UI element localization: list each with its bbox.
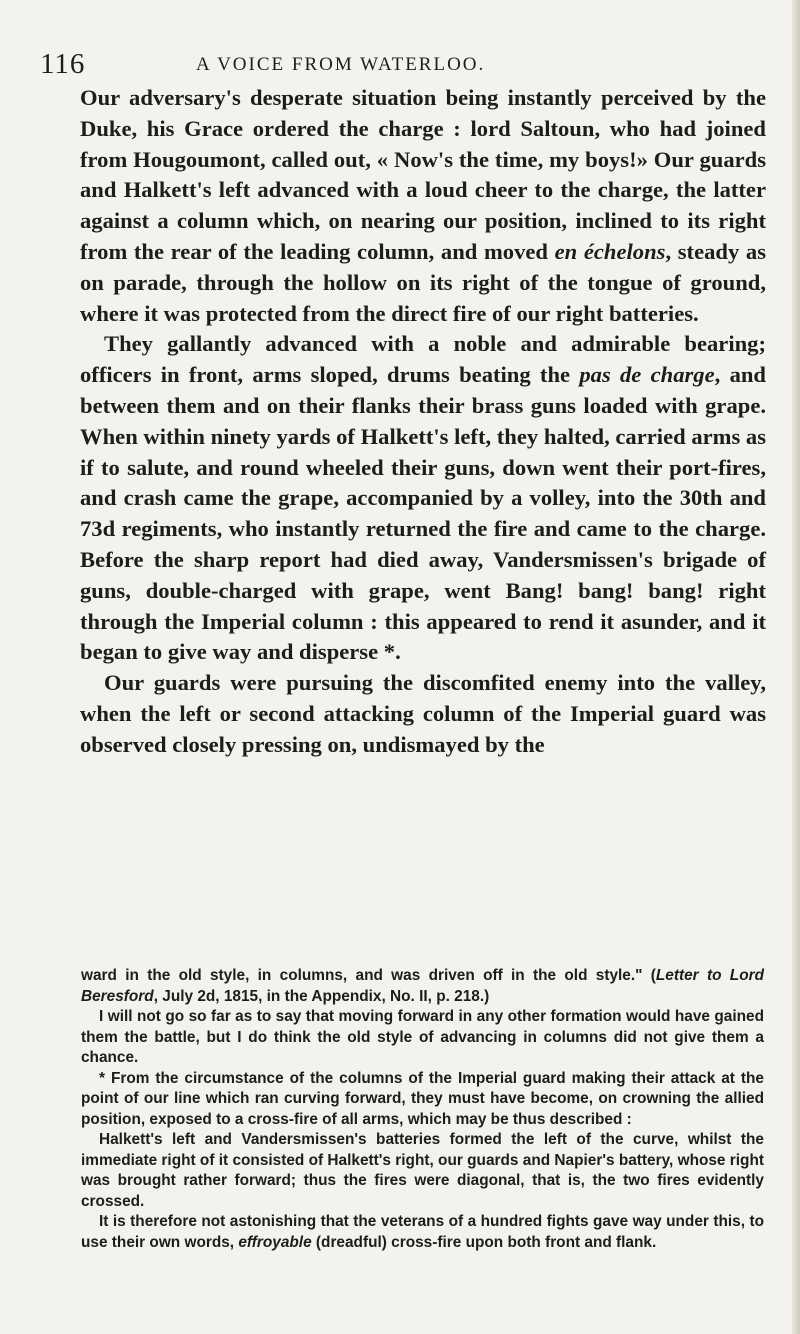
footnote-paragraph: I will not go so far as to say that moving forward in any other formation would have gained them the battle, but I do think the old style of advancing in columns did not give them a chance. <box>81 1008 764 1066</box>
footnote-paragraph: It is therefore not astonishing that the veterans of a hundred fights gave way under this, to use their own words, effroyable (dreadful) cross-fire upon both front and flank. <box>81 1213 764 1251</box>
page-number: 116 <box>40 48 86 80</box>
footnotes <box>81 966 764 1253</box>
footnote-paragraph: ward in the old style, in columns, and was driven off in the old style." (Letter to Lord Beresford, July 2d, 1815, in the Appendix, No. II, p. 218.) <box>81 967 764 1005</box>
page-header <box>0 44 800 80</box>
footnote-paragraph: * From the circumstance of the columns of the Imperial guard making their attack at the point of our line which ran curving forward, they must have become, on crowning the allied position, exposed to a cross-fire of all arms, which may be thus described : <box>81 1069 764 1128</box>
running-title: A VOICE FROM WATERLOO. <box>196 54 486 75</box>
paragraph: They gallantly advanced with a noble and admirable bearing; officers in front, arms sloped, drums beating the pas de charge, and between them and on their flanks their brass guns loaded with grape. When within ninety yards of Halkett's left, they halted, carried arms as if to salute, and round wheeled their guns, down went their port-fires, and crash came the grape, accompanied by a volley, into the 30th and 73d regiments, who instantly returned the fire and came to the charge. Before the sharp report had died away, Vandersmissen's brigade of guns, double-charged with grape, went Bang! bang! bang! right through the Imperial column : this appeared to rend it asunder, and it began to give way and disperse *. <box>80 331 766 665</box>
page-edge <box>792 0 800 1334</box>
paragraph: Our guards were pursuing the discomfited enemy into the valley, when the left or second attacking column of the Imperial guard was observed closely pressing on, undismayed by the <box>80 670 766 757</box>
main-text <box>80 83 766 761</box>
footnote-paragraph: Halkett's left and Vandersmissen's batteries formed the left of the curve, whilst the immediate right of it consisted of Halkett's right, our guards and Napier's battery, whose right was brought rather forward; thus the fires were diagonal, that is, the two fires evidently crossed. <box>81 1131 764 1210</box>
paragraph: Our adversary's desperate situation being instantly perceived by the Duke, his Grace ordered the charge : lord Saltoun, who had joined from Hougoumont, called out, « Now's the time, my boys!» Our guards and Halkett's left advanced with a loud cheer to the charge, the latter against a column which, on nearing our position, inclined to its right from the rear of the leading column, and moved en échelons, steady as on parade, through the hollow on its right of the tongue of ground, where it was protected from the direct fire of our right batteries. <box>80 85 766 326</box>
